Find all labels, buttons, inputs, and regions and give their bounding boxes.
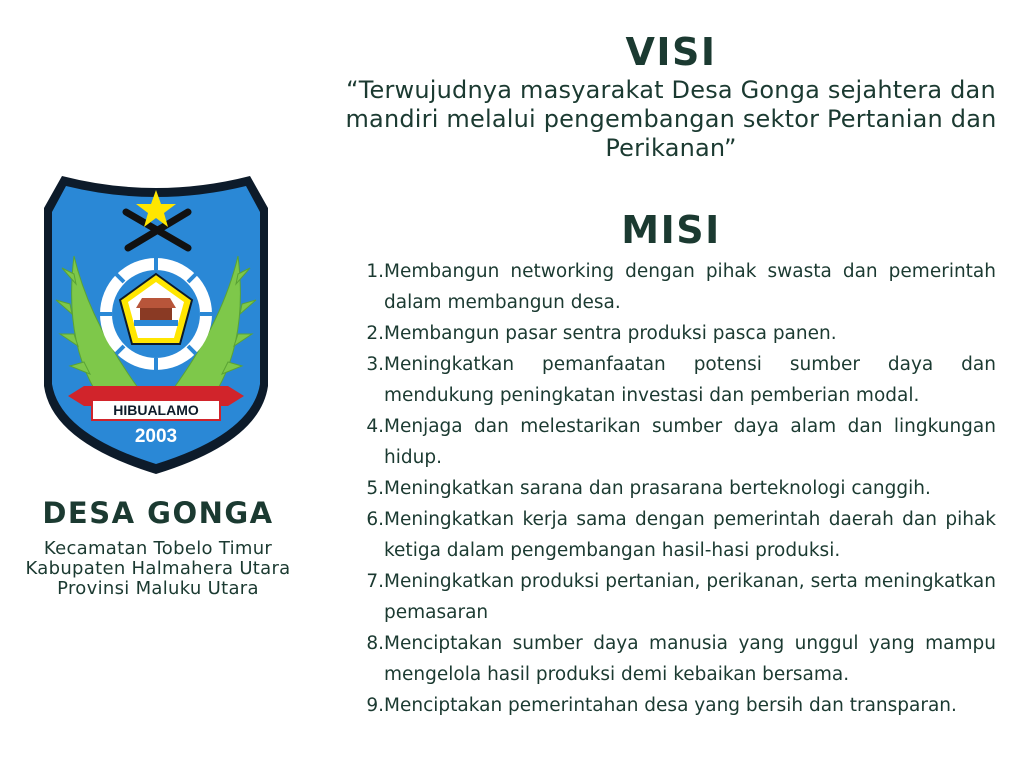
misi-item-number: 9.	[366, 695, 384, 716]
misi-item-text: Meningkatkan pemanfaatan potensi sumber daya dan mendukung peningkatan investasi dan pemberian modal.	[384, 354, 996, 406]
banner-text: HIBUALAMO	[113, 402, 199, 418]
misi-item-text: Meningkatkan kerja sama dengan pemerintah daerah dan pihak ketiga dalam pengembangan hasil-hasi produksi.	[384, 509, 996, 561]
misi-item-text: Membangun pasar sentra produksi pasca panen.	[384, 323, 837, 344]
province-line: Provinsi Maluku Utara	[57, 578, 259, 599]
misi-item-text: Menciptakan pemerintahan desa yang bersih dan transparan.	[384, 695, 957, 716]
traditional-house-icon	[134, 298, 178, 326]
misi-heading: MISI	[621, 208, 721, 252]
misi-item	[362, 411, 996, 473]
village-name: DESA GONGA	[42, 496, 274, 530]
misi-item-number: 6.	[366, 509, 384, 530]
misi-item-text: Meningkatkan sarana dan prasarana berteknologi canggih.	[384, 478, 931, 499]
misi-list	[362, 256, 996, 721]
misi-item	[362, 690, 996, 721]
misi-item-number: 1.	[366, 261, 384, 282]
misi-item-number: 4.	[366, 416, 384, 437]
misi-item-text: Membangun networking dengan pihak swasta dan pemerintah dalam membangun desa.	[384, 261, 996, 313]
misi-item-number: 3.	[366, 354, 384, 375]
misi-item	[362, 349, 996, 411]
misi-item-number: 7.	[366, 571, 384, 592]
misi-item-text: Menciptakan sumber daya manusia yang unggul yang mampu mengelola hasil produksi demi kebaikan bersama.	[384, 633, 996, 685]
misi-item-number: 5.	[366, 478, 384, 499]
misi-item-number: 8.	[366, 633, 384, 654]
misi-item	[362, 318, 996, 349]
misi-item	[362, 566, 996, 628]
district-line: Kecamatan Tobelo Timur	[43, 538, 273, 559]
misi-item	[362, 256, 996, 318]
misi-item-number: 2.	[366, 323, 384, 344]
regency-line: Kabupaten Halmahera Utara	[25, 558, 291, 579]
misi-item	[362, 628, 996, 690]
misi-item	[362, 504, 996, 566]
emblem-year: 2003	[134, 426, 178, 447]
visi-statement: “Terwujudnya masyarakat Desa Gonga sejahtera dan mandiri melalui pengembangan sektor Pertanian dan Perikanan”	[345, 76, 997, 162]
misi-item	[362, 473, 996, 504]
misi-item-text: Menjaga dan melestarikan sumber daya alam dan lingkungan hidup.	[384, 416, 996, 468]
visi-heading: VISI	[625, 30, 717, 74]
village-emblem	[40, 174, 272, 476]
misi-item-text: Meningkatkan produksi pertanian, perikanan, serta meningkatkan pemasaran	[384, 571, 996, 623]
